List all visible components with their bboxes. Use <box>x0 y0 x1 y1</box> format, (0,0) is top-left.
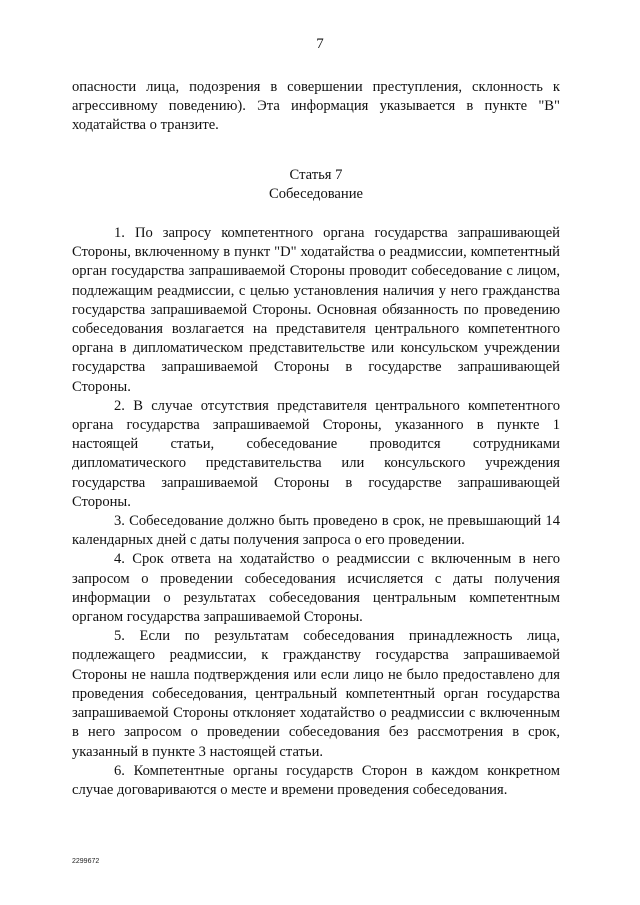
intro-paragraph: опасности лица, подозрения в совершении преступления, склонность к агрессивному поведению). Эта информация указывается в пункте "B" ходатайства о транзите. <box>72 79 560 134</box>
paragraph-5: 5. Если по результатам собеседования принадлежность лица, подлежащего реадмиссии, к гражданству государства запрашиваемой Стороны не нашла подтверждения или если лицо не было предоставлено для проведения собеседования, центральный компетентный орган государства запрашиваемой Стороны отклоняет ходатайство о реадмиссии с включенным в него запросом о проведении собеседования без рассмотрения в срок, указанный в пункте 3 настоящей статьи. <box>72 628 560 760</box>
paragraph-2: 2. В случае отсутствия представителя центрального компетентного органа государства запрашиваемой Стороны, указанного в пункте 1 настоящей статьи, собеседование проводится сотрудниками дипломатического представительства или консульского учреждения государства запрашиваемой Стороны в государстве запрашивающей Стороны. <box>72 397 560 510</box>
document-body <box>72 78 560 800</box>
article-title: Статья 7 <box>289 166 343 183</box>
paragraph-4: 4. Срок ответа на ходатайство о реадмиссии с включенным в него запросом о проведении собеседования исчисляется с даты получения информации о результатах собеседования центральным компетентным органом государства запрашиваемой Стороны. <box>72 551 560 626</box>
article-subtitle: Собеседование <box>268 185 364 202</box>
page-number: 7 <box>316 36 324 52</box>
paragraph-3: 3. Собеседование должно быть проведено в срок, не превышающий 14 календарных дней с даты получения запроса о его проведении. <box>72 513 560 549</box>
paragraph-1: 1. По запросу компетентного органа государства запрашивающей Стороны, включенному в пункт "D" ходатайства о реадмиссии, компетентный орган государства запрашиваемой Стороны проводит собеседование с лицом, подлежащим реадмиссии, с целью установления наличия у него гражданства государства запрашиваемой Стороны. Основная обязанность по проведению собеседования возлагается на представителя центрального компетентного органа в дипломатическом представительстве или консульском учреждении государства запрашиваемой Стороны в государстве запрашивающей Стороны. <box>72 225 560 395</box>
document-id: 2299672 <box>72 858 100 865</box>
paragraph-6: 6. Компетентные органы государств Сторон в каждом конкретном случае договариваются о месте и времени проведения собеседования. <box>72 762 560 798</box>
